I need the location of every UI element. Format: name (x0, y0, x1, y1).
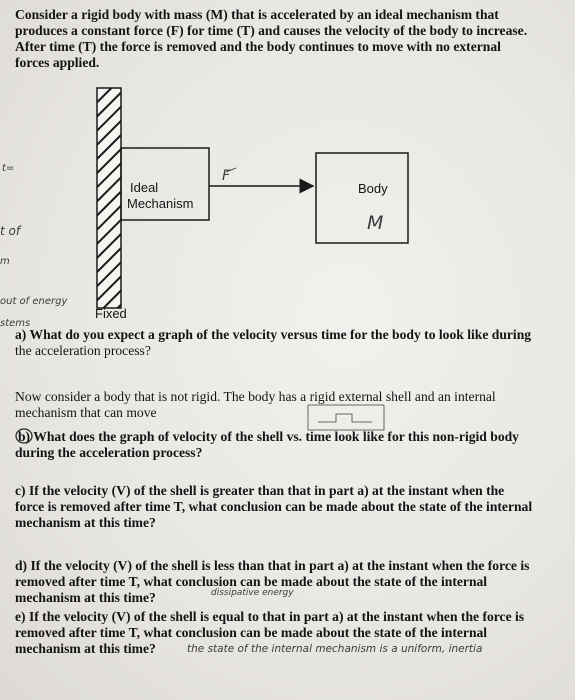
margin-note-4: out of energy (0, 296, 68, 307)
margin-note-5: stems (0, 318, 31, 329)
question-b-line-2: during the acceleration process? (15, 445, 203, 460)
question-d-line-2: removed after time T, what conclusion can be made about the state of the internal (15, 574, 488, 589)
question-c-line-3: mechanism at this time? (15, 515, 156, 530)
mechanism-label-line-2: Mechanism (127, 196, 194, 211)
question-e-line-1: e) If the velocity (V) of the shell is equal to that in part a) at the instant when the force is (15, 609, 525, 624)
nonrigid-intro-line-1: Now consider a body that is not rigid. The body has a rigid external shell and an internal (15, 389, 496, 404)
question-d-line-1: d) If the velocity (V) of the shell is less than that in part a) at the instant when the force is (15, 558, 530, 573)
body-label: Body (358, 181, 388, 196)
question-a-line-1: a) What do you expect a graph of the velocity versus time for the body to look like during (15, 327, 532, 342)
question-c-line-2: force is removed after time T, what conclusion can be made about the state of the internal (15, 499, 533, 514)
question-b-line-1: b) What does the graph of velocity of the shell vs. time look like for this non-rigid body (18, 429, 519, 444)
intro-line-1: Consider a rigid body with mass (M) that is accelerated by an ideal mechanism that (15, 7, 499, 22)
intro-line-2: produces a constant force (F) for time (T) and causes the velocity of the body to increase. (15, 23, 528, 38)
fixed-wall (97, 88, 121, 308)
margin-note-2: t of (0, 224, 21, 238)
handwritten-answer-e: the state of the internal mechanism is a uniform, inertia (187, 643, 483, 655)
question-e-line-3: mechanism at this time? (15, 641, 156, 656)
shell-sketch (308, 405, 384, 430)
question-a-line-2: the acceleration process? (15, 343, 151, 358)
intro-line-3: After time (T) the force is removed and the body continues to move with no external (15, 39, 501, 54)
force-symbol: F (222, 168, 231, 184)
nonrigid-intro-line-2: mechanism that can move (15, 405, 157, 420)
handwritten-dissipative: dissipative energy (211, 588, 294, 598)
body-box (316, 153, 408, 243)
margin-note-1: t= (2, 163, 15, 174)
mechanism-label-line-1: Ideal (130, 180, 159, 195)
question-e-line-2: removed after time T, what conclusion can be made about the state of the internal (15, 625, 488, 640)
question-c-line-1: c) If the velocity (V) of the shell is greater than that in part a) at the instant when the (15, 483, 505, 498)
margin-note-3: m (0, 256, 10, 267)
intro-line-4: forces applied. (15, 55, 100, 70)
question-d-line-3: mechanism at this time? (15, 590, 156, 605)
fixed-label: Fixed (95, 306, 127, 321)
mass-symbol: M (367, 212, 384, 234)
